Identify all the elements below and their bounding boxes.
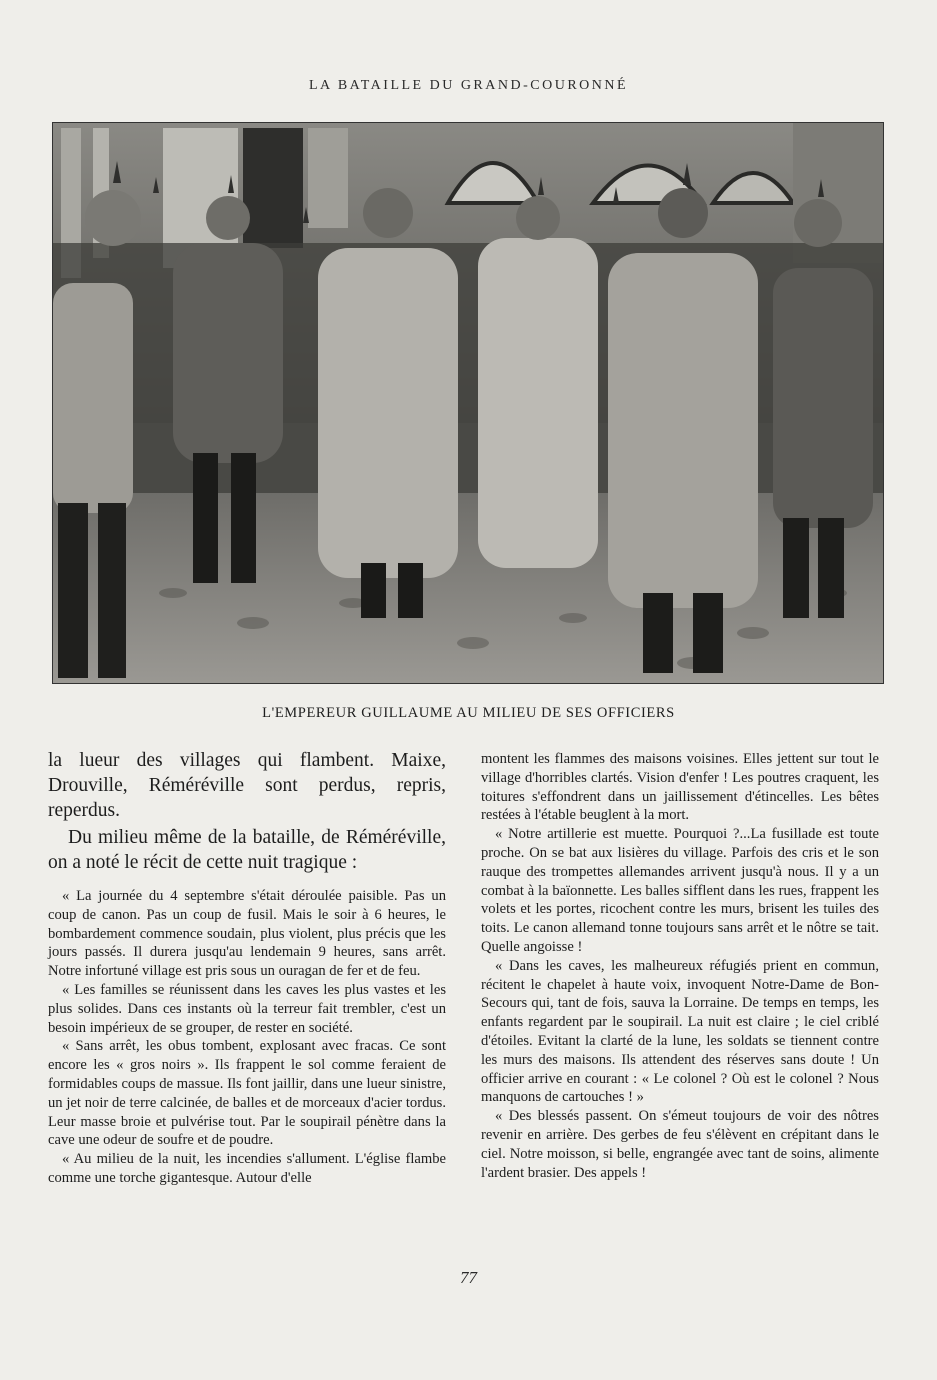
lead-paragraph: Du milieu même de la bataille, de Réméréville, on a noté le récit de cette nuit tragique : bbox=[48, 827, 446, 873]
body-paragraph: « Au milieu de la nuit, les incendies s'allument. L'église flambe comme une torche gigantesque. Autour d'elle bbox=[48, 1151, 446, 1186]
photograph-icon bbox=[53, 123, 883, 683]
photograph bbox=[52, 122, 884, 684]
lead-paragraph: la lueur des villages qui flambent. Maixe, Drouville, Réméréville sont perdus, repris, reperdus. bbox=[48, 750, 446, 821]
body-paragraph: « Des blessés passent. On s'émeut toujours de voir des nôtres revenir en arrière. Des gerbes de feu s'élèvent en crépitant dans le ciel. Notre moisson, si belle, engrangée avec tant de soins, alimente l'ardent brasier. Des appels ! bbox=[481, 1108, 879, 1181]
body-paragraph: « Notre artillerie est muette. Pourquoi ?...La fusillade est toute proche. On se bat aux lisières du village. Parfois des cris et le son rauque des trompettes allemandes arrivent jusqu'à nous. Il y a un combat à la baïonnette. Les balles sifflent dans les rues, frappent les volets et les portes, ricochent contre les murs, brisent les tuiles des toits. Le canon allemand tonne toujours sans arrêt et le nôtre se tait. Quelle angoisse ! bbox=[481, 826, 879, 955]
body-paragraph: « La journée du 4 septembre s'était déroulée paisible. Pas un coup de canon. Pas un coup de fusil. Mais le soir à 6 heures, le bombardement commence soudain, plus violent, plus précis que les jours passés. Il durera jusqu'au lendemain 9 heures, sans arrêt. Notre infortuné village est pris sous un ouragan de fer et de feu. bbox=[48, 888, 446, 980]
body-paragraph: montent les flammes des maisons voisines. Elles jettent sur tout le village d'horribles clartés. Vision d'enfer ! Les poutres craquent, les toitures s'effondrent dans un jaillissement d'étincelles. Les bêtes restées à l'étable beuglent à la mort. bbox=[481, 751, 879, 824]
page-number: 77 bbox=[460, 1268, 477, 1287]
body-paragraph: « Dans les caves, les malheureux réfugiés prient en commun, récitent le chapelet à haute voix, invoquent Notre-Dame de Bon-Secours qui, tant de fois, sauva la Lorraine. De temps en temps, les enfants regardent par le soupirail. La nuit est claire ; le ciel criblé d'étoiles. Evitant la clarté de la lune, les soldats se tiennent contre les murs des maisons. Ils attendent des réserves sans doute ! Un officier arrive en courant : « Le colonel ? Où est le colonel ? Nous manquons de cartouches ! » bbox=[481, 957, 879, 1106]
left-column bbox=[48, 748, 446, 1188]
right-column bbox=[481, 750, 879, 1182]
body-paragraph: « Sans arrêt, les obus tombent, explosant avec fracas. Ce sont encore les « gros noirs ». Ils frappent le sol comme feraient de formidables coups de massue. Ils font jaillir, dans une lueur sinistre, un jet noir de terre calcinée, de balles et de morceaux d'acier tordus. Leur masse broie et pulvérise tout. Par le soupirail pénètre dans la cave une odeur de soufre et de poudre. bbox=[48, 1038, 446, 1149]
figure-caption: L'EMPEREUR GUILLAUME AU MILIEU DE SES OFFICIERS bbox=[262, 705, 675, 721]
running-title: LA BATAILLE DU GRAND-COURONNÉ bbox=[308, 78, 629, 93]
body-paragraph: « Les familles se réunissent dans les caves les plus vastes et les plus solides. Dans ces instants où la terreur fait trembler, c'est un besoin impérieux de se grouper, de rester en société. bbox=[48, 981, 446, 1036]
